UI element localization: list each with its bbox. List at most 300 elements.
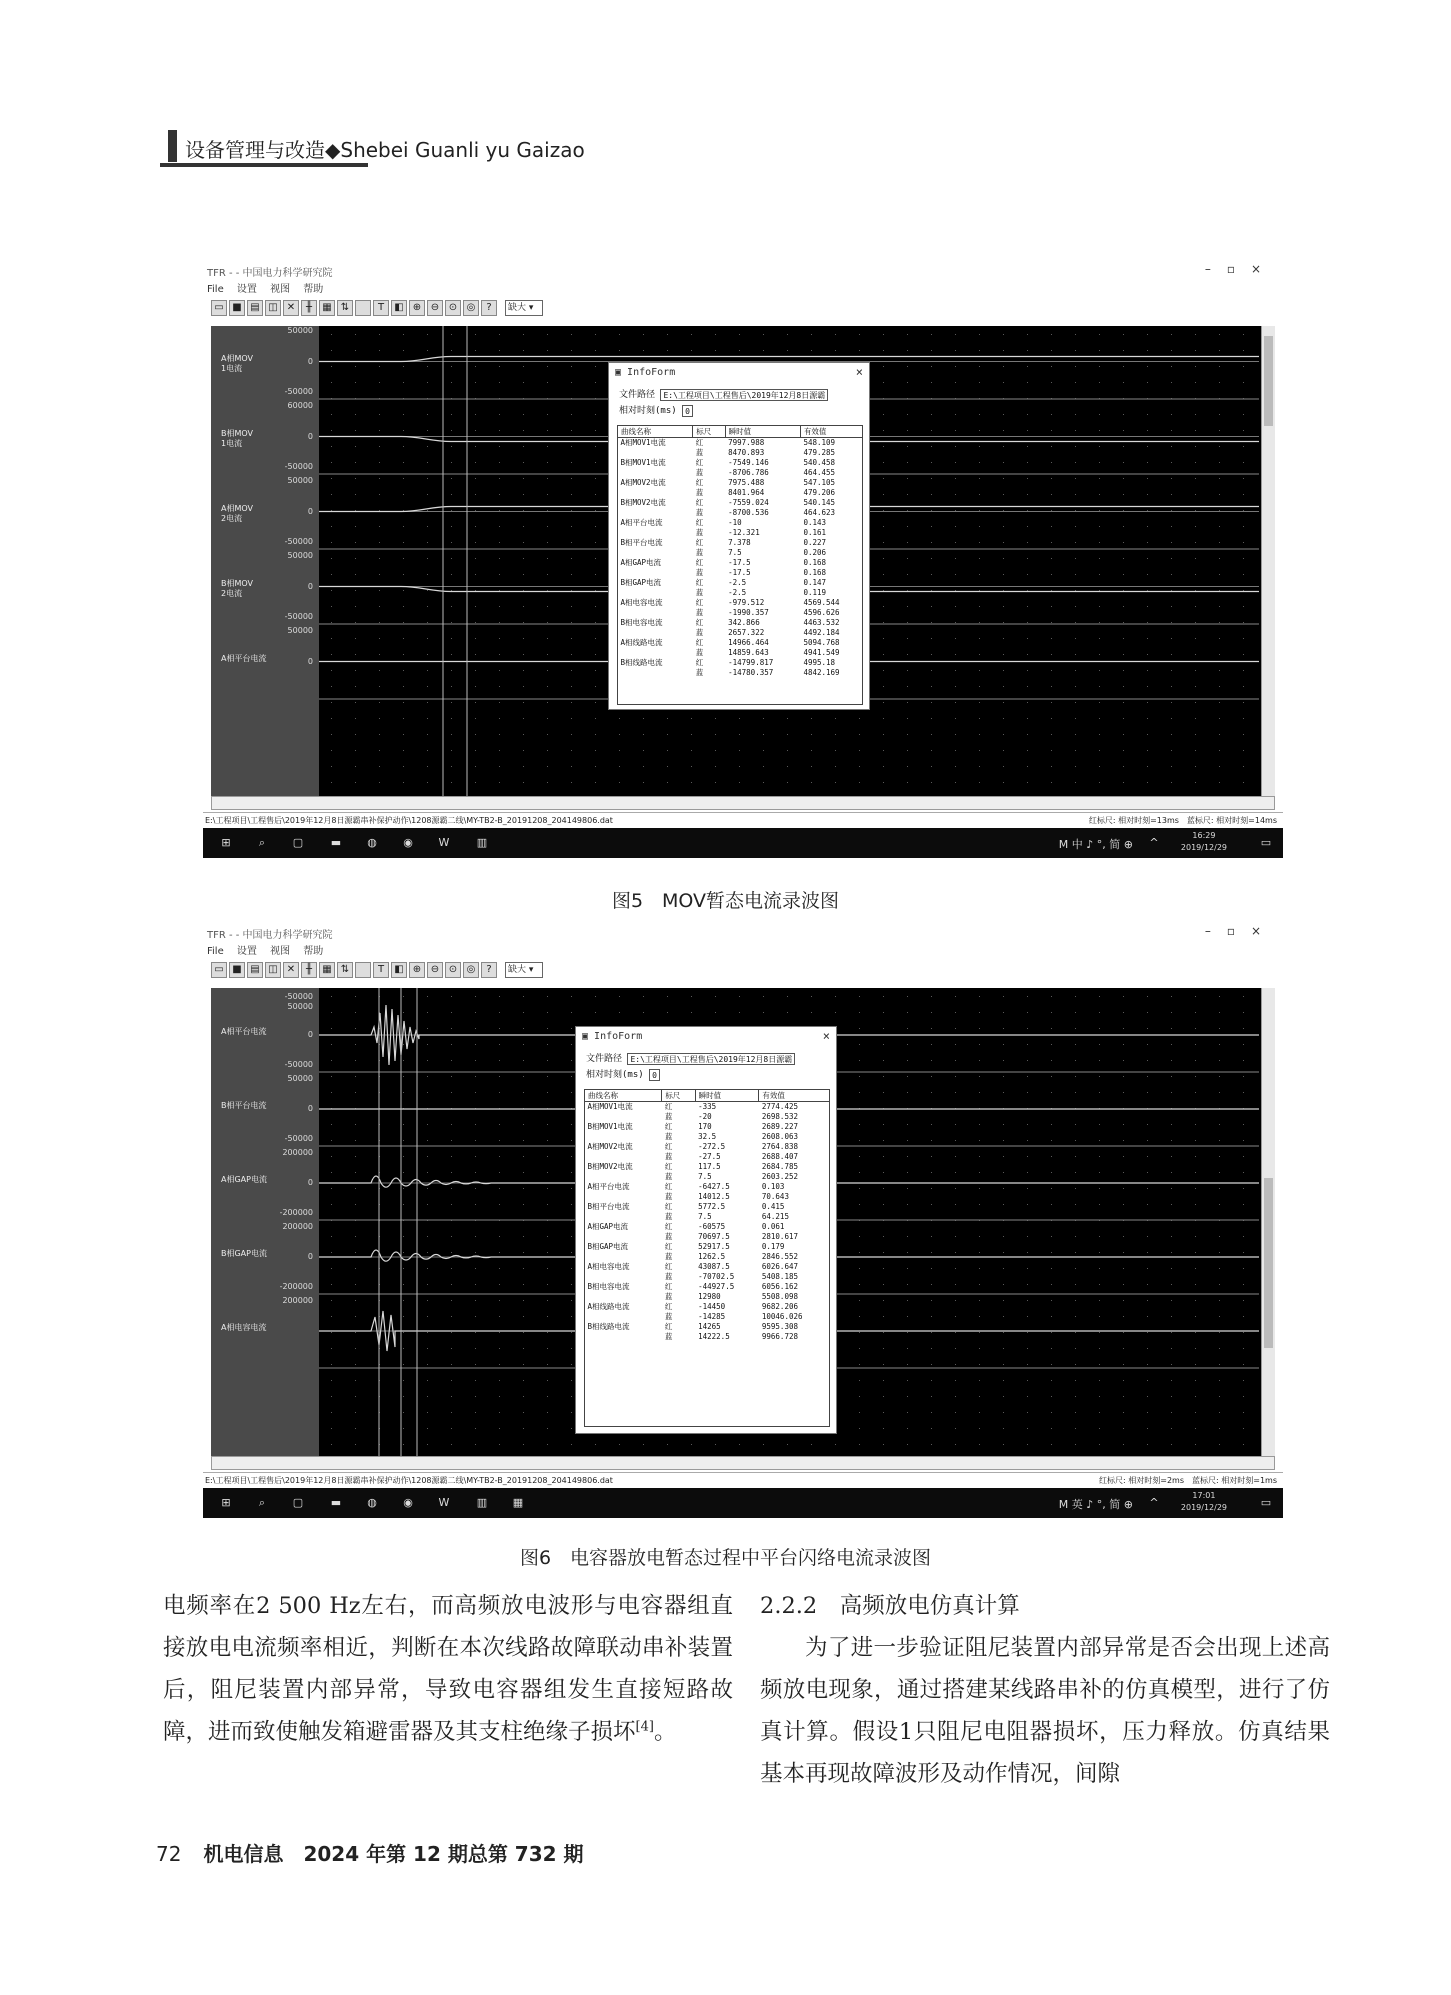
window-controls[interactable]: –▫× <box>1204 262 1277 276</box>
grid-dot <box>979 1252 980 1253</box>
table-cell: -8700.536 <box>728 508 769 517</box>
grid-dot <box>619 750 620 751</box>
grid-dot <box>1051 670 1052 671</box>
grid-dot <box>1099 478 1100 479</box>
grid-dot <box>1099 1156 1100 1157</box>
grid-dot <box>1147 702 1148 703</box>
grid-dot <box>739 734 740 735</box>
wechat-icon[interactable]: ◍ <box>367 836 377 849</box>
vertical-scrollbar[interactable] <box>1261 326 1275 796</box>
grid-dot <box>571 606 572 607</box>
grid-dot <box>1171 654 1172 655</box>
grid-dot <box>403 1060 404 1061</box>
chart-icon[interactable]: ▦ <box>319 300 335 316</box>
preview-icon[interactable]: ◫ <box>265 962 281 978</box>
grid-dot <box>739 1012 740 1013</box>
grid-dot <box>523 462 524 463</box>
grid-dot <box>787 996 788 997</box>
folder-icon[interactable]: ▬ <box>330 836 342 849</box>
word-icon[interactable]: W <box>438 836 450 849</box>
zoom-in-icon[interactable]: ⊕ <box>409 962 425 978</box>
grid-dot <box>355 1300 356 1301</box>
grid-dot <box>763 750 764 751</box>
zoom-in-icon[interactable]: ⊕ <box>409 300 425 316</box>
grid-dot <box>1171 1236 1172 1237</box>
save-icon[interactable]: ■ <box>229 300 245 316</box>
table-cell: 7975.488 <box>728 478 765 487</box>
grid-dot <box>1147 1364 1148 1365</box>
grid-dot <box>355 494 356 495</box>
preview-icon[interactable]: ◫ <box>265 300 281 316</box>
status-cursor-times: 红标尺: 相对时刻=2ms 蓝标尺: 相对时刻=1ms <box>1099 1476 1277 1485</box>
relative-time-field[interactable]: 0 <box>682 405 693 417</box>
zoom-out-icon[interactable]: ⊖ <box>427 962 443 978</box>
blank-icon[interactable] <box>355 962 371 978</box>
grid-dot <box>907 558 908 559</box>
grid-dot <box>1075 366 1076 367</box>
grid-dot <box>667 350 668 351</box>
grid-dot <box>427 638 428 639</box>
grid-dot <box>1147 1060 1148 1061</box>
table-cell: A相电容电流 <box>587 1262 630 1271</box>
grid-dot <box>547 446 548 447</box>
menu-help[interactable]: 帮助 <box>303 946 324 957</box>
grid-dot <box>523 1124 524 1125</box>
system-tray[interactable]: M 中 ♪ °, 简 ⊕ <box>1058 838 1133 851</box>
grid-dot <box>1195 766 1196 767</box>
grid-dot <box>907 1156 908 1157</box>
table-row <box>618 588 863 598</box>
window-controls[interactable]: –▫× <box>1204 924 1277 938</box>
grid-dot <box>1171 382 1172 383</box>
table-row <box>618 488 863 498</box>
text-icon[interactable]: T <box>373 962 389 978</box>
contrast-icon[interactable]: ◧ <box>391 962 407 978</box>
grid-dot <box>355 1156 356 1157</box>
table-row <box>618 458 863 468</box>
grid-dot <box>1243 1092 1244 1093</box>
grid-dot <box>1171 734 1172 735</box>
grid-dot <box>1027 1332 1028 1333</box>
browser-icon[interactable]: ◉ <box>403 836 413 849</box>
grid-dot <box>427 686 428 687</box>
print-icon[interactable]: ▤ <box>247 962 263 978</box>
grid-dot <box>1075 1012 1076 1013</box>
notification-icon[interactable]: ▭ <box>1260 1496 1272 1509</box>
grid-dot <box>499 1364 500 1365</box>
channel-label: A相MOV 1电流 <box>221 353 254 373</box>
table-cell: B相平台电流 <box>620 538 663 547</box>
calculator-icon[interactable]: ▦ <box>512 1496 524 1509</box>
help-icon[interactable]: ? <box>481 962 497 978</box>
grid-dot <box>1147 494 1148 495</box>
table-header: 曲线名称 <box>585 1090 662 1102</box>
table-cell: A相MOV2电流 <box>620 478 666 487</box>
grid-dot <box>523 558 524 559</box>
grid-dot <box>1219 1428 1220 1429</box>
tray-icons[interactable]: ^ <box>1149 836 1159 849</box>
search-icon[interactable]: ⌕ <box>258 836 266 849</box>
grid-dot <box>547 542 548 543</box>
cursor-icon[interactable]: ✕ <box>283 962 299 978</box>
grid-dot <box>1243 670 1244 671</box>
grid-dot <box>1003 1428 1004 1429</box>
grid-dot <box>1051 1364 1052 1365</box>
grid-dot <box>883 606 884 607</box>
grid-dot <box>931 462 932 463</box>
grid-dot <box>427 1060 428 1061</box>
table-cell: 4995.18 <box>803 658 836 667</box>
menu-help[interactable]: 帮助 <box>303 284 324 295</box>
grid-dot <box>955 510 956 511</box>
grid-dot <box>979 766 980 767</box>
grid-dot <box>1075 430 1076 431</box>
grid-dot <box>907 1268 908 1269</box>
grid-dot <box>1003 1140 1004 1141</box>
grid-dot <box>499 1300 500 1301</box>
grid-dot <box>1123 1204 1124 1205</box>
table-cell: 0.179 <box>761 1242 785 1251</box>
grid-dot <box>1147 510 1148 511</box>
grid-dot <box>1219 574 1220 575</box>
grid-dot <box>1003 462 1004 463</box>
grid-dot <box>523 1140 524 1141</box>
table-cell: -70702.5 <box>698 1272 735 1281</box>
grid-dot <box>427 366 428 367</box>
horizontal-scrollbar[interactable] <box>211 796 1275 810</box>
grid-dot <box>667 1444 668 1445</box>
grid-dot <box>859 718 860 719</box>
sort-icon[interactable]: ⇅ <box>337 962 353 978</box>
grid-dot <box>1195 1156 1196 1157</box>
grid-dot <box>835 718 836 719</box>
table-row <box>618 568 863 578</box>
grid-dot <box>499 1236 500 1237</box>
zoom-fit-icon[interactable]: ⊙ <box>445 962 461 978</box>
grid-dot <box>883 430 884 431</box>
grid-dot <box>835 350 836 351</box>
grid-dot <box>1147 686 1148 687</box>
grid-dot <box>1051 1348 1052 1349</box>
grid-dot <box>931 574 932 575</box>
grid-dot <box>1003 1060 1004 1061</box>
table-cell: 蓝 <box>695 448 704 457</box>
tray-icons[interactable]: ^ <box>1149 1496 1159 1509</box>
grid-dot <box>427 1412 428 1413</box>
grid-dot <box>571 782 572 783</box>
axis-tick-label: 0 <box>307 656 313 666</box>
grid-dot <box>331 622 332 623</box>
search-icon[interactable]: ⌕ <box>258 1496 266 1509</box>
browser-icon[interactable]: ◉ <box>403 1496 413 1509</box>
grid-dot <box>883 446 884 447</box>
grid-dot <box>547 1364 548 1365</box>
grid-dot <box>1147 574 1148 575</box>
grid-dot <box>355 350 356 351</box>
grid-dot <box>523 590 524 591</box>
grid-dot <box>1147 446 1148 447</box>
channel-value-table <box>617 425 863 678</box>
grid-dot <box>955 574 956 575</box>
open-icon[interactable]: ▭ <box>211 962 227 978</box>
grid-dot <box>1123 1300 1124 1301</box>
wechat-icon[interactable]: ◍ <box>367 1496 377 1509</box>
grid-dot <box>1051 1300 1052 1301</box>
open-icon[interactable]: ▭ <box>211 300 227 316</box>
grid-dot <box>883 1188 884 1189</box>
table-cell: 5508.098 <box>761 1292 798 1301</box>
zoom-fit-icon[interactable]: ⊙ <box>445 300 461 316</box>
table-cell: A相MOV1电流 <box>620 438 666 447</box>
grid-dot <box>1243 1156 1244 1157</box>
grid-dot <box>475 1412 476 1413</box>
task-view-icon[interactable]: ▢ <box>292 1496 304 1509</box>
notification-icon[interactable]: ▭ <box>1260 836 1272 849</box>
grid-dot <box>331 996 332 997</box>
menu-file[interactable]: File <box>207 946 224 957</box>
contrast-icon[interactable]: ◧ <box>391 300 407 316</box>
grid-dot <box>379 414 380 415</box>
grid-dot <box>931 414 932 415</box>
channel-icon[interactable]: ╫ <box>301 962 317 978</box>
menu-file[interactable]: File <box>207 284 224 295</box>
close-icon[interactable]: × <box>855 365 863 379</box>
zoom-select[interactable]: 缺大 ▾ <box>505 962 543 978</box>
grid-dot <box>427 1348 428 1349</box>
grid-dot <box>1051 1444 1052 1445</box>
grid-dot <box>1147 590 1148 591</box>
folder-icon[interactable]: ▬ <box>330 1496 342 1509</box>
table-cell: 蓝 <box>695 548 704 557</box>
grid-dot <box>1027 1412 1028 1413</box>
grid-dot <box>1219 1204 1220 1205</box>
window-titlebar <box>203 924 1283 942</box>
grid-dot <box>787 1444 788 1445</box>
grid-dot <box>475 1140 476 1141</box>
grid-dot <box>331 654 332 655</box>
grid-dot <box>1243 1444 1244 1445</box>
grid-dot <box>475 494 476 495</box>
grid-dot <box>979 782 980 783</box>
chart-icon[interactable]: ▦ <box>319 962 335 978</box>
grid-dot <box>643 996 644 997</box>
grid-dot <box>979 654 980 655</box>
grid-dot <box>1099 1364 1100 1365</box>
grid-dot <box>475 996 476 997</box>
grid-dot <box>571 1364 572 1365</box>
start-icon[interactable]: ⊞ <box>221 1496 231 1509</box>
vertical-scrollbar[interactable] <box>1261 988 1275 1456</box>
grid-dot <box>523 996 524 997</box>
menu-view[interactable]: 视图 <box>270 946 291 957</box>
grid-dot <box>523 494 524 495</box>
zoom-out-icon[interactable]: ⊖ <box>427 300 443 316</box>
menu-settings[interactable]: 设置 <box>236 284 257 295</box>
grid-dot <box>955 542 956 543</box>
grid-dot <box>523 1028 524 1029</box>
grid-dot <box>1003 1028 1004 1029</box>
grid-dot <box>1147 606 1148 607</box>
axis-tick-label: 0 <box>307 431 313 441</box>
grid-dot <box>1219 558 1220 559</box>
table-cell: 蓝 <box>695 608 704 617</box>
grid-dot <box>1051 1092 1052 1093</box>
table-cell: B相MOV2电流 <box>620 498 666 507</box>
grid-dot <box>1171 766 1172 767</box>
grid-dot <box>739 782 740 783</box>
grid-dot <box>499 1268 500 1269</box>
grid-dot <box>1123 1076 1124 1077</box>
grid-dot <box>499 430 500 431</box>
cursor-icon[interactable]: ✕ <box>283 300 299 316</box>
grid-dot <box>1099 590 1100 591</box>
grid-dot <box>523 622 524 623</box>
grid-dot <box>1123 382 1124 383</box>
help-icon[interactable]: ? <box>481 300 497 316</box>
grid-dot <box>979 1140 980 1141</box>
table-row <box>585 1312 830 1322</box>
grid-dot <box>907 622 908 623</box>
grid-dot <box>499 638 500 639</box>
grid-dot <box>1147 1076 1148 1077</box>
window-title: TFR - - 中国电力科学研究院 <box>207 268 333 279</box>
grid-dot <box>331 334 332 335</box>
grid-dot <box>1171 1428 1172 1429</box>
grid-dot <box>1243 590 1244 591</box>
grid-dot <box>1027 1380 1028 1381</box>
table-row <box>618 618 863 628</box>
start-icon[interactable]: ⊞ <box>221 836 231 849</box>
grid-dot <box>1147 1044 1148 1045</box>
grid-dot <box>763 766 764 767</box>
table-cell: 4569.544 <box>803 598 840 607</box>
grid-dot <box>499 654 500 655</box>
app-icon[interactable]: ▥ <box>476 836 488 849</box>
grid-dot <box>931 478 932 479</box>
grid-dot <box>859 734 860 735</box>
grid-dot <box>1099 366 1100 367</box>
axis-tick-label: 50000 <box>287 1074 313 1083</box>
grid-dot <box>1123 1012 1124 1013</box>
table-cell: -1990.357 <box>728 608 769 617</box>
grid-dot <box>1099 1060 1100 1061</box>
table-cell: 52917.5 <box>698 1242 730 1251</box>
grid-dot <box>1003 494 1004 495</box>
file-path-field[interactable]: E:\工程项目\工程售后\2019年12月8日源霸 <box>660 389 828 401</box>
grid-dot <box>1075 1396 1076 1397</box>
grid-dot <box>595 1444 596 1445</box>
grid-dot <box>1003 1012 1004 1013</box>
close-icon[interactable]: × <box>822 1029 830 1043</box>
grid-dot <box>1147 542 1148 543</box>
grid-dot <box>523 1444 524 1445</box>
grid-dot <box>451 686 452 687</box>
print-icon[interactable]: ▤ <box>247 300 263 316</box>
file-path-field[interactable]: E:\工程项目\工程售后\2019年12月8日源霸 <box>627 1053 795 1065</box>
grid-dot <box>451 750 452 751</box>
grid-dot <box>1195 1348 1196 1349</box>
menu-view[interactable]: 视图 <box>270 284 291 295</box>
grid-dot <box>547 430 548 431</box>
app-icon[interactable]: ▥ <box>476 1496 488 1509</box>
grid-dot <box>595 350 596 351</box>
grid-dot <box>955 1076 956 1077</box>
grid-dot <box>379 478 380 479</box>
grid-dot <box>547 366 548 367</box>
grid-dot <box>1123 1028 1124 1029</box>
zoom-reset-icon[interactable]: ◎ <box>463 300 479 316</box>
grid-dot <box>1051 702 1052 703</box>
horizontal-scrollbar[interactable] <box>211 1456 1275 1470</box>
grid-dot <box>523 1092 524 1093</box>
grid-dot <box>859 1252 860 1253</box>
grid-dot <box>1243 1028 1244 1029</box>
grid-dot <box>1075 1140 1076 1141</box>
system-tray[interactable]: M 英 ♪ °, 简 ⊕ <box>1058 1498 1133 1511</box>
grid-dot <box>1027 1284 1028 1285</box>
grid-dot <box>595 638 596 639</box>
grid-dot <box>571 996 572 997</box>
table-row <box>618 598 863 608</box>
grid-dot <box>955 1092 956 1093</box>
grid-dot <box>451 526 452 527</box>
grid-dot <box>955 382 956 383</box>
grid-dot <box>1075 734 1076 735</box>
zoom-select[interactable]: 缺大 ▾ <box>505 300 543 316</box>
grid-dot <box>1219 1156 1220 1157</box>
grid-dot <box>499 1444 500 1445</box>
grid-dot <box>619 334 620 335</box>
grid-dot <box>1075 1316 1076 1317</box>
grid-dot <box>427 510 428 511</box>
save-icon[interactable]: ■ <box>229 962 245 978</box>
grid-dot <box>427 1204 428 1205</box>
grid-dot <box>1195 1300 1196 1301</box>
grid-dot <box>427 350 428 351</box>
grid-dot <box>1147 1444 1148 1445</box>
task-view-icon[interactable]: ▢ <box>292 836 304 849</box>
menu-settings[interactable]: 设置 <box>236 946 257 957</box>
grid-dot <box>427 1028 428 1029</box>
grid-dot <box>1171 446 1172 447</box>
grid-dot <box>451 462 452 463</box>
text-icon[interactable]: T <box>373 300 389 316</box>
grid-dot <box>1195 590 1196 591</box>
grid-dot <box>715 1444 716 1445</box>
grid-dot <box>931 718 932 719</box>
grid-dot <box>475 430 476 431</box>
grid-dot <box>859 1076 860 1077</box>
grid-dot <box>787 334 788 335</box>
grid-dot <box>979 382 980 383</box>
grid-dot <box>1195 1124 1196 1125</box>
grid-dot <box>499 1012 500 1013</box>
grid-dot <box>1219 996 1220 997</box>
blank-icon[interactable] <box>355 300 371 316</box>
grid-dot <box>1195 382 1196 383</box>
sort-icon[interactable]: ⇅ <box>337 300 353 316</box>
relative-time-field[interactable]: 0 <box>649 1069 660 1081</box>
grid-dot <box>1195 446 1196 447</box>
grid-dot <box>355 590 356 591</box>
axis-tick-label: 60000 <box>287 401 313 410</box>
table-cell: A相MOV1电流 <box>587 1102 633 1111</box>
channel-icon[interactable]: ╫ <box>301 300 317 316</box>
zoom-reset-icon[interactable]: ◎ <box>463 962 479 978</box>
word-icon[interactable]: W <box>438 1496 450 1509</box>
grid-dot <box>571 638 572 639</box>
grid-dot <box>499 382 500 383</box>
